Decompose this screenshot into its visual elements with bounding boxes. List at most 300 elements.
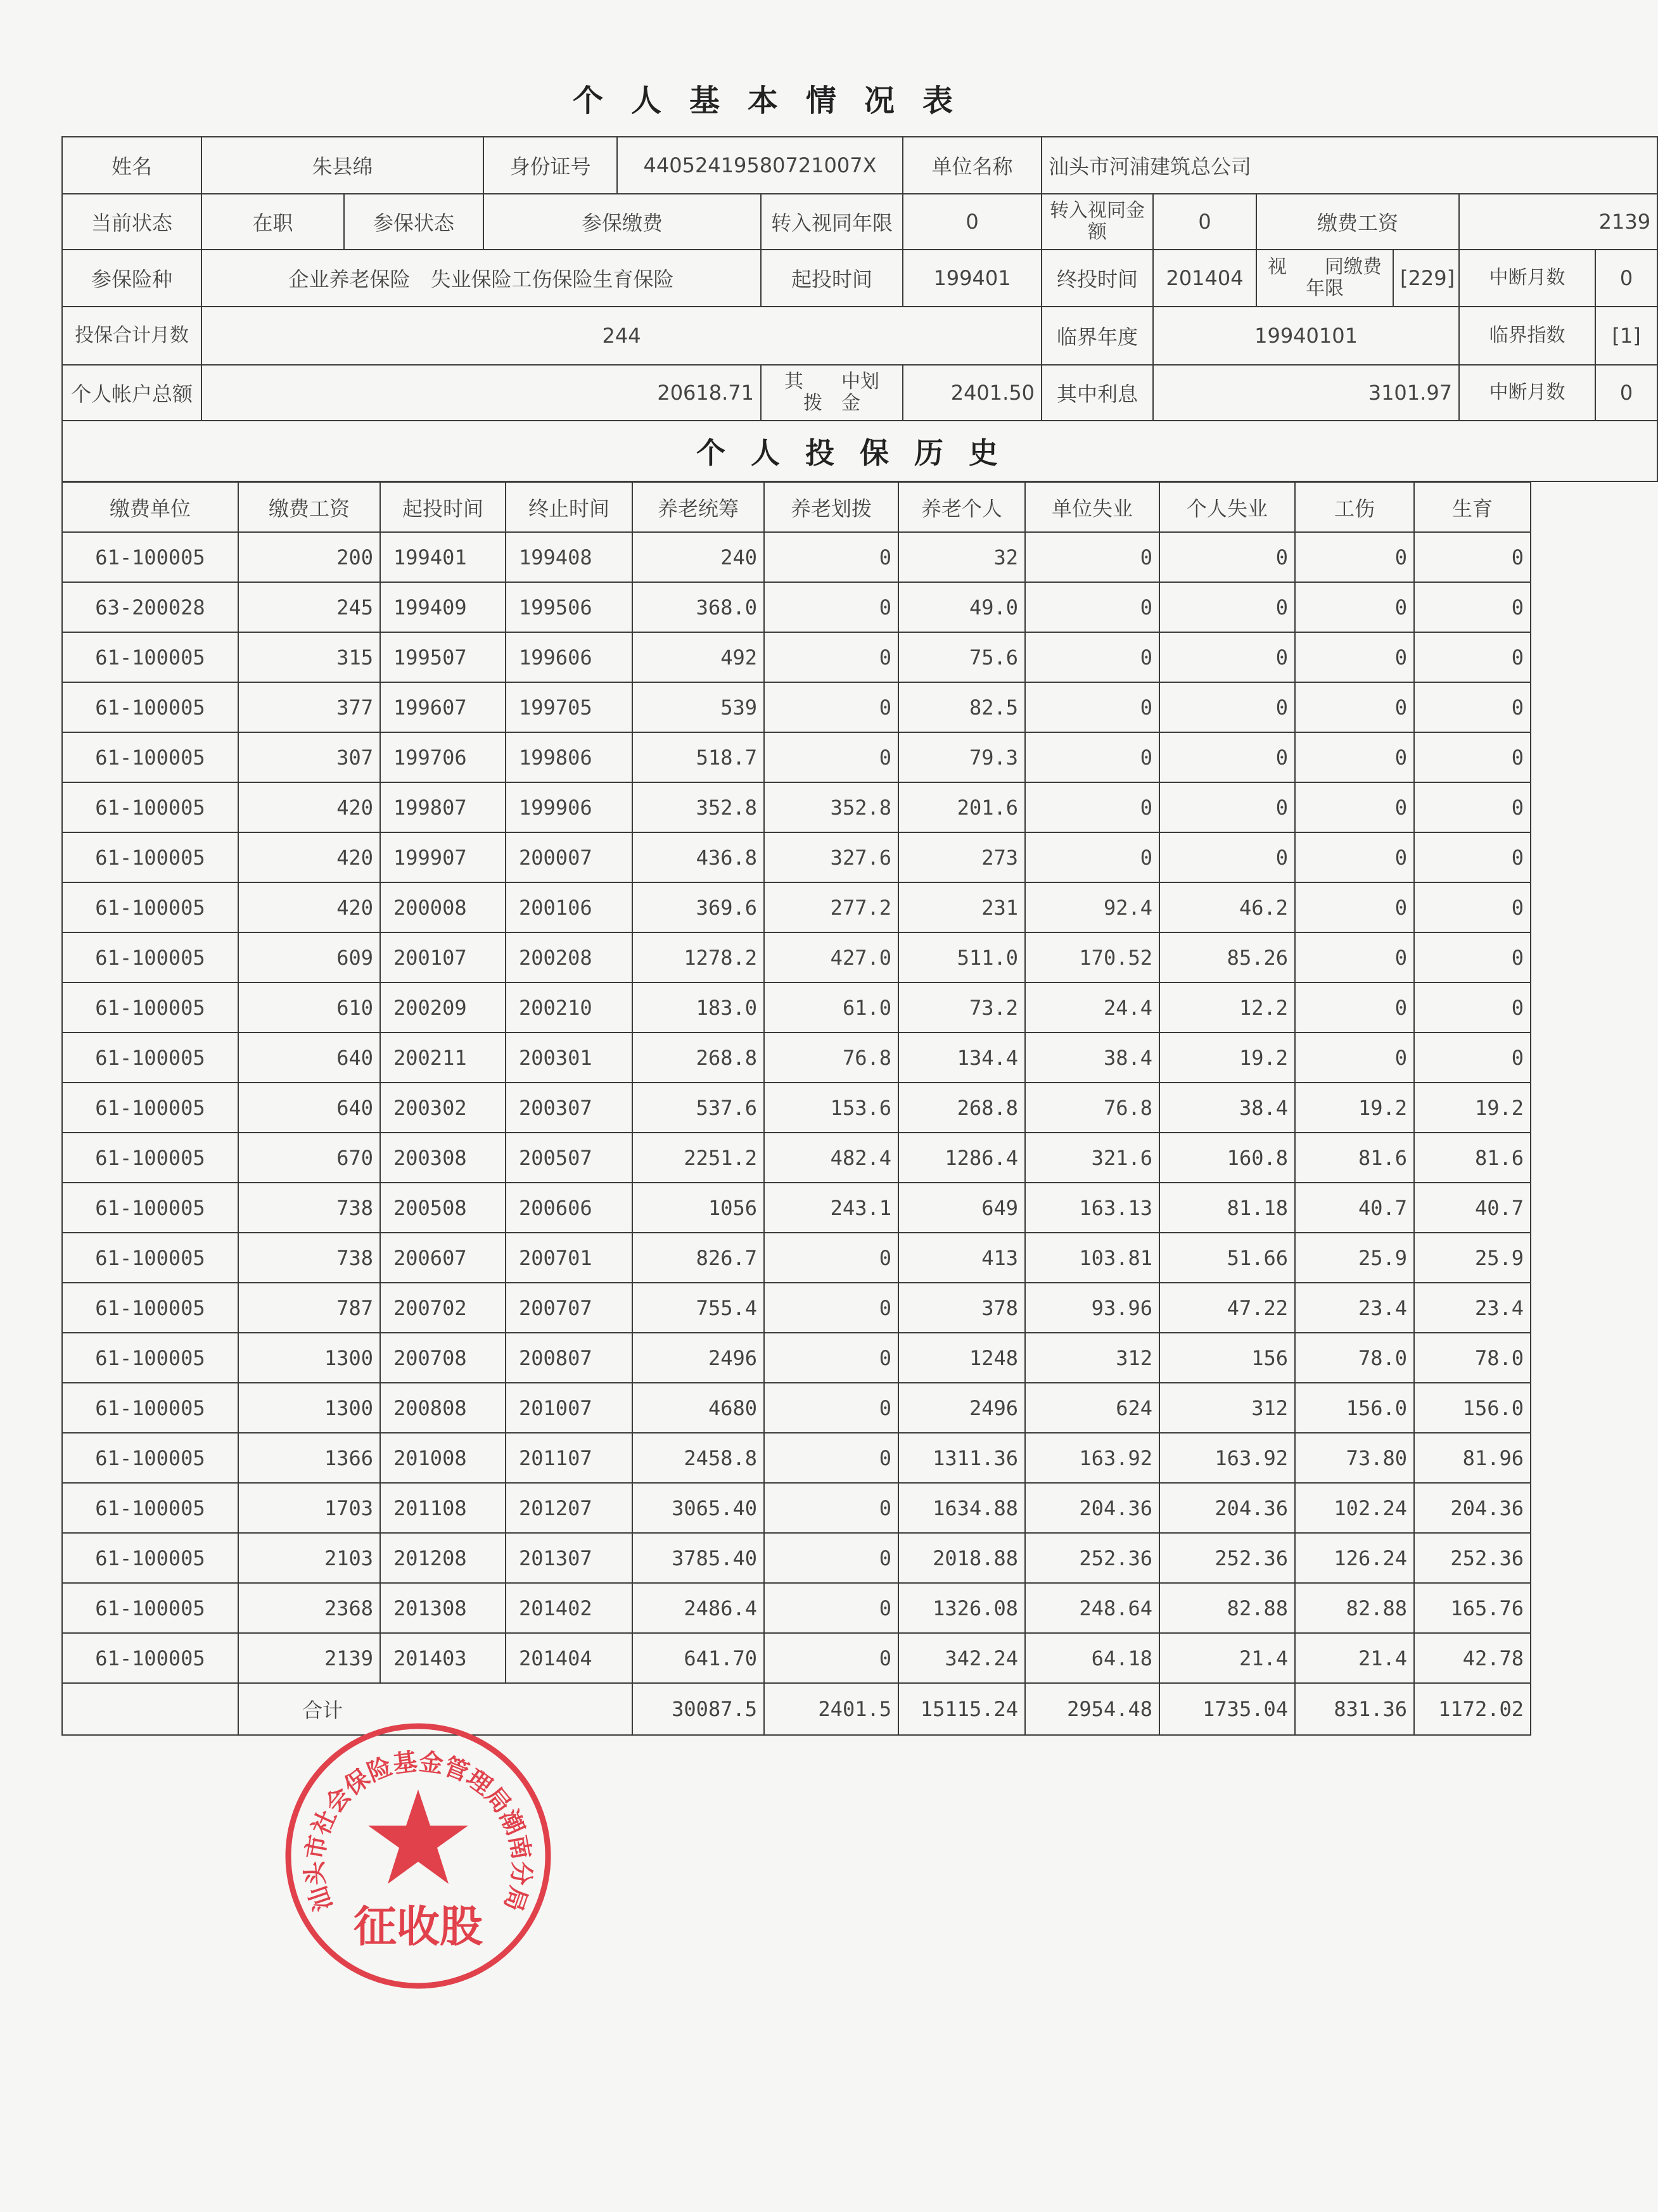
- total-cell: 2954.48: [1025, 1683, 1159, 1735]
- table-cell: 826.7: [632, 1233, 764, 1283]
- status-label: 当前状态: [62, 194, 201, 250]
- wage-label: 缴费工资: [1256, 194, 1459, 250]
- table-cell: 0: [764, 1383, 898, 1433]
- table-cell: 200606: [506, 1183, 632, 1233]
- allocated-label: 其 中划 拨 金: [761, 365, 903, 421]
- table-cell: 81.6: [1295, 1133, 1414, 1183]
- table-cell: 81.6: [1414, 1133, 1531, 1183]
- table-cell: 81.96: [1414, 1433, 1531, 1483]
- table-cell: 200208: [506, 932, 632, 982]
- table-cell: 61-100005: [62, 932, 238, 982]
- table-cell: 61-100005: [62, 1033, 238, 1083]
- table-cell: 200701: [506, 1233, 632, 1283]
- table-cell: 0: [1025, 782, 1159, 832]
- table-cell: 0: [1159, 582, 1295, 632]
- break-months-2-label: 中断月数: [1459, 365, 1595, 421]
- column-header: 养老划拨: [764, 482, 898, 532]
- table-cell: 200707: [506, 1283, 632, 1333]
- table-cell: 156.0: [1414, 1383, 1531, 1433]
- table-row: [62, 732, 1531, 782]
- interest-value: 3101.97: [1153, 365, 1459, 421]
- type-value: 企业养老保险 失业保险工伤保险生育保险: [201, 250, 761, 307]
- table-cell: 2251.2: [632, 1133, 764, 1183]
- table-cell: 61-100005: [62, 982, 238, 1033]
- table-row: [62, 1633, 1531, 1683]
- table-cell: 420: [238, 832, 380, 882]
- id-value: 44052419580721007X: [617, 137, 903, 194]
- table-row: [62, 1483, 1531, 1533]
- table-row: [62, 1433, 1531, 1483]
- table-row: [62, 932, 1531, 982]
- table-cell: 0: [1159, 532, 1295, 582]
- table-cell: 1634.88: [898, 1483, 1025, 1533]
- table-cell: 200508: [380, 1183, 506, 1233]
- table-cell: 0: [1414, 682, 1531, 732]
- table-cell: 23.4: [1295, 1283, 1414, 1333]
- table-row: [62, 1133, 1531, 1183]
- table-cell: 201008: [380, 1433, 506, 1483]
- history-header-row: [62, 482, 1531, 532]
- column-header: 养老个人: [898, 482, 1025, 532]
- table-cell: 199907: [380, 832, 506, 882]
- table-cell: 240: [632, 532, 764, 582]
- table-cell: 378: [898, 1283, 1025, 1333]
- table-cell: 199507: [380, 632, 506, 682]
- table-cell: 0: [1295, 832, 1414, 882]
- table-cell: 61-100005: [62, 632, 238, 682]
- break-months-label: 中断月数: [1459, 250, 1595, 307]
- critical-year-label: 临界年度: [1042, 307, 1153, 365]
- table-row: [62, 1233, 1531, 1283]
- table-cell: 0: [1295, 532, 1414, 582]
- type-label: 参保险种: [62, 250, 201, 307]
- table-cell: 200106: [506, 882, 632, 932]
- table-cell: 201403: [380, 1633, 506, 1683]
- table-cell: 2486.4: [632, 1583, 764, 1633]
- table-cell: 1056: [632, 1183, 764, 1233]
- table-cell: 0: [1414, 1033, 1531, 1083]
- table-cell: 1366: [238, 1433, 380, 1483]
- table-cell: 0: [1295, 682, 1414, 732]
- table-cell: 200708: [380, 1333, 506, 1383]
- table-cell: 61-100005: [62, 732, 238, 782]
- table-cell: 82.88: [1159, 1583, 1295, 1633]
- table-row: [62, 632, 1531, 682]
- table-cell: 2496: [898, 1383, 1025, 1433]
- table-cell: 368.0: [632, 582, 764, 632]
- start-value: 199401: [903, 250, 1042, 307]
- table-cell: 0: [1414, 882, 1531, 932]
- table-cell: 0: [764, 632, 898, 682]
- table-cell: 640: [238, 1083, 380, 1133]
- table-cell: 61-100005: [62, 1483, 238, 1533]
- table-cell: 19.2: [1295, 1083, 1414, 1133]
- table-cell: 75.6: [898, 632, 1025, 682]
- table-cell: 200507: [506, 1133, 632, 1183]
- transfer-years-label: 转入视同年限: [761, 194, 903, 250]
- table-cell: 24.4: [1025, 982, 1159, 1033]
- table-cell: 2139: [238, 1633, 380, 1683]
- table-row: [62, 982, 1531, 1033]
- table-cell: 312: [1159, 1383, 1295, 1433]
- table-cell: 352.8: [764, 782, 898, 832]
- table-cell: 61-100005: [62, 1633, 238, 1683]
- table-cell: 38.4: [1159, 1083, 1295, 1133]
- table-cell: 539: [632, 682, 764, 732]
- table-cell: 163.13: [1025, 1183, 1159, 1233]
- table-cell: 204.36: [1159, 1483, 1295, 1533]
- table-cell: 321.6: [1025, 1133, 1159, 1183]
- transfer-amount-value: 0: [1153, 194, 1256, 250]
- table-cell: 0: [1414, 782, 1531, 832]
- table-cell: 170.52: [1025, 932, 1159, 982]
- unit-label: 单位名称: [903, 137, 1042, 194]
- table-cell: 85.26: [1159, 932, 1295, 982]
- table-cell: 201307: [506, 1533, 632, 1583]
- table-row: [62, 682, 1531, 732]
- table-cell: 482.4: [764, 1133, 898, 1183]
- table-cell: 0: [1295, 982, 1414, 1033]
- table-cell: 165.76: [1414, 1583, 1531, 1633]
- table-cell: 201308: [380, 1583, 506, 1633]
- table-cell: 200211: [380, 1033, 506, 1083]
- column-header: 工伤: [1295, 482, 1414, 532]
- table-cell: 315: [238, 632, 380, 682]
- table-cell: 243.1: [764, 1183, 898, 1233]
- table-cell: 2458.8: [632, 1433, 764, 1483]
- table-cell: 199607: [380, 682, 506, 732]
- table-cell: 61-100005: [62, 1533, 238, 1583]
- table-cell: 0: [1295, 632, 1414, 682]
- table-cell: 0: [1414, 582, 1531, 632]
- table-cell: 427.0: [764, 932, 898, 982]
- table-row: [62, 1183, 1531, 1233]
- table-cell: 201107: [506, 1433, 632, 1483]
- table-cell: 25.9: [1295, 1233, 1414, 1283]
- transfer-amount-label: 转入视同金额: [1042, 194, 1153, 250]
- table-cell: 23.4: [1414, 1283, 1531, 1333]
- table-cell: 61-100005: [62, 1433, 238, 1483]
- total-cell: 2401.5: [764, 1683, 898, 1735]
- months-value: 244: [201, 307, 1042, 365]
- table-cell: 61-100005: [62, 882, 238, 932]
- table-cell: 79.3: [898, 732, 1025, 782]
- ins-status-label: 参保状态: [344, 194, 483, 250]
- table-cell: 3785.40: [632, 1533, 764, 1583]
- column-header: 缴费单位: [62, 482, 238, 532]
- table-cell: 204.36: [1414, 1483, 1531, 1533]
- column-header: 缴费工资: [238, 482, 380, 532]
- table-cell: 609: [238, 932, 380, 982]
- table-cell: 61-100005: [62, 1183, 238, 1233]
- table-cell: 199401: [380, 532, 506, 582]
- table-cell: 537.6: [632, 1083, 764, 1133]
- table-cell: 200301: [506, 1033, 632, 1083]
- table-row: [62, 582, 1531, 632]
- table-cell: 199706: [380, 732, 506, 782]
- table-cell: 200008: [380, 882, 506, 932]
- table-cell: 199408: [506, 532, 632, 582]
- table-row: [62, 1333, 1531, 1383]
- table-cell: 4680: [632, 1383, 764, 1433]
- table-cell: 78.0: [1295, 1333, 1414, 1383]
- table-cell: 63-200028: [62, 582, 238, 632]
- table-cell: 0: [764, 1233, 898, 1283]
- table-cell: 273: [898, 832, 1025, 882]
- table-cell: 204.36: [1025, 1483, 1159, 1533]
- basic-info-table: [61, 136, 1658, 482]
- column-header: 终止时间: [506, 482, 632, 532]
- table-cell: 0: [764, 1433, 898, 1483]
- table-cell: 377: [238, 682, 380, 732]
- table-row: [62, 832, 1531, 882]
- seal-center-text: 征收股: [353, 1902, 483, 1952]
- break-months-2-value: 0: [1595, 365, 1657, 421]
- table-cell: 21.4: [1295, 1633, 1414, 1683]
- table-cell: 76.8: [764, 1033, 898, 1083]
- table-row: [62, 882, 1531, 932]
- table-cell: 78.0: [1414, 1333, 1531, 1383]
- table-cell: 3065.40: [632, 1483, 764, 1533]
- table-cell: 156.0: [1295, 1383, 1414, 1433]
- table-cell: 51.66: [1159, 1233, 1295, 1283]
- critical-index-label: 临界指数: [1459, 307, 1595, 365]
- table-cell: 200308: [380, 1133, 506, 1183]
- table-cell: 200209: [380, 982, 506, 1033]
- table-cell: 12.2: [1159, 982, 1295, 1033]
- table-cell: 64.18: [1025, 1633, 1159, 1683]
- table-cell: 1278.2: [632, 932, 764, 982]
- table-row: [62, 532, 1531, 582]
- table-cell: 200007: [506, 832, 632, 882]
- table-cell: 21.4: [1159, 1633, 1295, 1683]
- table-cell: 73.80: [1295, 1433, 1414, 1483]
- table-cell: 0: [1025, 632, 1159, 682]
- table-cell: 183.0: [632, 982, 764, 1033]
- seal-star-icon: [368, 1789, 468, 1884]
- table-cell: 0: [1414, 632, 1531, 682]
- table-cell: 200807: [506, 1333, 632, 1383]
- column-header: 个人失业: [1159, 482, 1295, 532]
- table-cell: 47.22: [1159, 1283, 1295, 1333]
- table-cell: 61-100005: [62, 1283, 238, 1333]
- table-cell: 0: [1025, 732, 1159, 782]
- transfer-years-value: 0: [903, 194, 1042, 250]
- table-cell: 163.92: [1159, 1433, 1295, 1483]
- table-cell: 342.24: [898, 1633, 1025, 1683]
- total-cell: 1735.04: [1159, 1683, 1295, 1735]
- table-cell: 40.7: [1295, 1183, 1414, 1233]
- column-header: 生育: [1414, 482, 1531, 532]
- table-cell: 420: [238, 882, 380, 932]
- table-cell: 199506: [506, 582, 632, 632]
- table-cell: 156: [1159, 1333, 1295, 1383]
- table-cell: 670: [238, 1133, 380, 1183]
- table-cell: 0: [1414, 932, 1531, 982]
- table-cell: 61-100005: [62, 782, 238, 832]
- table-cell: 32: [898, 532, 1025, 582]
- totals-spacer: [62, 1683, 238, 1735]
- table-cell: 0: [764, 582, 898, 632]
- table-cell: 200302: [380, 1083, 506, 1133]
- history-title: 个人投保历史: [62, 421, 1657, 481]
- table-row: [62, 782, 1531, 832]
- table-cell: 649: [898, 1183, 1025, 1233]
- table-cell: 153.6: [764, 1083, 898, 1133]
- table-cell: 61-100005: [62, 1233, 238, 1283]
- table-cell: 201207: [506, 1483, 632, 1533]
- table-cell: 787: [238, 1283, 380, 1333]
- table-cell: 610: [238, 982, 380, 1033]
- table-cell: 126.24: [1295, 1533, 1414, 1583]
- table-row: [62, 1283, 1531, 1333]
- official-seal: [279, 1717, 558, 1995]
- table-cell: 0: [764, 1483, 898, 1533]
- table-cell: 61-100005: [62, 1383, 238, 1433]
- column-header: 养老统筹: [632, 482, 764, 532]
- table-cell: 201007: [506, 1383, 632, 1433]
- history-table: [61, 481, 1531, 1736]
- table-cell: 81.18: [1159, 1183, 1295, 1233]
- table-cell: 0: [764, 1583, 898, 1633]
- table-cell: 641.70: [632, 1633, 764, 1683]
- table-cell: 0: [1159, 632, 1295, 682]
- totals-label: 合计: [238, 1683, 632, 1735]
- column-header: 起投时间: [380, 482, 506, 532]
- table-cell: 40.7: [1414, 1183, 1531, 1233]
- table-row: [62, 1033, 1531, 1083]
- table-cell: 0: [1159, 732, 1295, 782]
- table-cell: 2368: [238, 1583, 380, 1633]
- table-cell: 200808: [380, 1383, 506, 1433]
- table-cell: 38.4: [1025, 1033, 1159, 1083]
- table-cell: 0: [764, 532, 898, 582]
- start-label: 起投时间: [761, 250, 903, 307]
- table-cell: 61-100005: [62, 682, 238, 732]
- table-cell: 0: [1295, 1033, 1414, 1083]
- table-cell: 61-100005: [62, 1083, 238, 1133]
- table-cell: 1248: [898, 1333, 1025, 1383]
- total-cell: 30087.5: [632, 1683, 764, 1735]
- table-cell: 245: [238, 582, 380, 632]
- table-cell: 640: [238, 1033, 380, 1083]
- table-cell: 93.96: [1025, 1283, 1159, 1333]
- table-row: [62, 1533, 1531, 1583]
- table-cell: 0: [1159, 682, 1295, 732]
- table-cell: 0: [1414, 532, 1531, 582]
- table-cell: 199705: [506, 682, 632, 732]
- table-cell: 61-100005: [62, 832, 238, 882]
- table-cell: 102.24: [1295, 1483, 1414, 1533]
- table-cell: 0: [1414, 732, 1531, 782]
- table-cell: 1311.36: [898, 1433, 1025, 1483]
- table-cell: 511.0: [898, 932, 1025, 982]
- table-cell: 199807: [380, 782, 506, 832]
- table-cell: 103.81: [1025, 1233, 1159, 1283]
- interest-label: 其中利息: [1042, 365, 1153, 421]
- table-row: [62, 1383, 1531, 1433]
- table-cell: 25.9: [1414, 1233, 1531, 1283]
- table-cell: 252.36: [1414, 1533, 1531, 1583]
- account-total-label: 个人帐户总额: [62, 365, 201, 421]
- end-label: 终投时间: [1042, 250, 1153, 307]
- table-cell: 201402: [506, 1583, 632, 1633]
- table-cell: 413: [898, 1233, 1025, 1283]
- table-cell: 755.4: [632, 1283, 764, 1333]
- table-cell: 0: [764, 1333, 898, 1383]
- table-cell: 352.8: [632, 782, 764, 832]
- table-cell: 46.2: [1159, 882, 1295, 932]
- table-cell: 2103: [238, 1533, 380, 1583]
- table-cell: 420: [238, 782, 380, 832]
- table-cell: 2496: [632, 1333, 764, 1383]
- deemed-years-value: [229]: [1393, 250, 1459, 307]
- column-header: 单位失业: [1025, 482, 1159, 532]
- table-cell: 0: [764, 1533, 898, 1583]
- table-cell: 0: [1025, 682, 1159, 732]
- critical-year-value: 19940101: [1153, 307, 1459, 365]
- table-cell: 436.8: [632, 832, 764, 882]
- table-cell: 369.6: [632, 882, 764, 932]
- table-cell: 0: [764, 682, 898, 732]
- table-cell: 0: [1025, 582, 1159, 632]
- deemed-years-label: 视 同缴费年限: [1256, 250, 1393, 307]
- table-cell: 738: [238, 1233, 380, 1283]
- table-cell: 199906: [506, 782, 632, 832]
- table-cell: 252.36: [1159, 1533, 1295, 1583]
- table-cell: 201.6: [898, 782, 1025, 832]
- table-cell: 1703: [238, 1483, 380, 1533]
- table-cell: 163.92: [1025, 1433, 1159, 1483]
- table-cell: 0: [1025, 832, 1159, 882]
- table-cell: 199806: [506, 732, 632, 782]
- table-cell: 61-100005: [62, 1583, 238, 1633]
- break-months-value: 0: [1595, 250, 1657, 307]
- table-cell: 19.2: [1159, 1033, 1295, 1083]
- table-cell: 248.64: [1025, 1583, 1159, 1633]
- table-cell: 0: [1159, 832, 1295, 882]
- table-cell: 268.8: [632, 1033, 764, 1083]
- table-cell: 200607: [380, 1233, 506, 1283]
- table-cell: 76.8: [1025, 1083, 1159, 1133]
- table-cell: 82.5: [898, 682, 1025, 732]
- table-cell: 327.6: [764, 832, 898, 882]
- name-label: 姓名: [62, 137, 201, 194]
- table-cell: 61-100005: [62, 1333, 238, 1383]
- table-cell: 307: [238, 732, 380, 782]
- unit-value: 汕头市河浦建筑总公司: [1042, 137, 1657, 194]
- wage-value: 2139: [1459, 194, 1657, 250]
- table-cell: 201108: [380, 1483, 506, 1533]
- table-cell: 160.8: [1159, 1133, 1295, 1183]
- account-total-value: 20618.71: [201, 365, 761, 421]
- table-cell: 0: [1159, 782, 1295, 832]
- table-cell: 200702: [380, 1283, 506, 1333]
- total-cell: 831.36: [1295, 1683, 1414, 1735]
- allocated-value: 2401.50: [903, 365, 1042, 421]
- table-cell: 624: [1025, 1383, 1159, 1433]
- table-cell: 134.4: [898, 1033, 1025, 1083]
- table-cell: 0: [1414, 832, 1531, 882]
- table-cell: 0: [764, 732, 898, 782]
- table-cell: 1300: [238, 1333, 380, 1383]
- table-cell: 738: [238, 1183, 380, 1233]
- total-cell: 1172.02: [1414, 1683, 1531, 1735]
- table-cell: 201404: [506, 1633, 632, 1683]
- id-label: 身份证号: [483, 137, 617, 194]
- ins-status-value: 参保缴费: [483, 194, 761, 250]
- table-cell: 231: [898, 882, 1025, 932]
